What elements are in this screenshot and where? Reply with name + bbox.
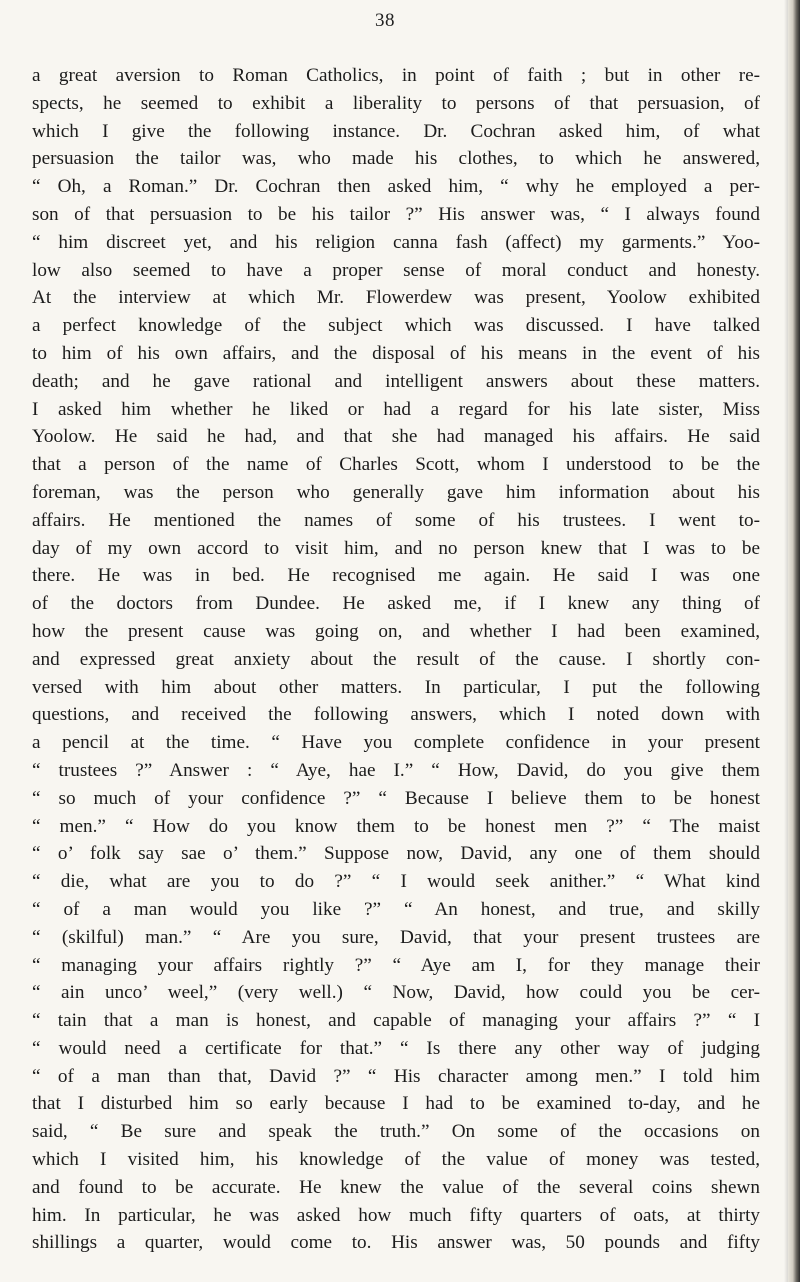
text-line: “ die, what are you to do ?” “ I would seek anither.” “ What kind bbox=[32, 871, 760, 893]
text-line: a perfect knowledge of the subject which was discussed. I have talked bbox=[32, 315, 760, 337]
text-line: At the interview at which Mr. Flowerdew was present, Yoolow exhibited bbox=[32, 287, 760, 309]
text-line: “ of a man than that, David ?” “ His character among men.” I told him bbox=[32, 1065, 760, 1087]
text-line: “ him discreet yet, and his religion canna fash (affect) my garments.” Yoo- bbox=[32, 231, 760, 253]
text-line: “ managing your affairs rightly ?” “ Aye am I, for they manage their bbox=[32, 954, 760, 976]
text-line: questions, and received the following answers, which I noted down with bbox=[32, 704, 760, 726]
text-line: son of that persuasion to be his tailor ?” His answer was, “ I always found bbox=[32, 203, 760, 225]
text-line: “ of a man would you like ?” “ An honest, and true, and skilly bbox=[32, 898, 760, 920]
text-line: that I disturbed him so early because I had to be examined to-day, and he bbox=[32, 1093, 760, 1115]
binding-edge bbox=[788, 0, 800, 1282]
text-line: which I give the following instance. Dr. Cochran asked him, of what bbox=[32, 120, 760, 142]
text-line: and expressed great anxiety about the result of the cause. I shortly con- bbox=[32, 648, 760, 670]
text-line: shillings a quarter, would come to. His answer was, 50 pounds and fifty bbox=[32, 1232, 760, 1254]
text-line: “ ain unco’ weel,” (very well.) “ Now, David, how could you be cer- bbox=[32, 982, 760, 1004]
text-line: low also seemed to have a proper sense of moral conduct and honesty. bbox=[32, 259, 760, 281]
text-line: of the doctors from Dundee. He asked me, if I knew any thing of bbox=[32, 593, 760, 615]
text-line: “ Oh, a Roman.” Dr. Cochran then asked him, “ why he employed a per- bbox=[32, 176, 760, 198]
text-line: “ would need a certificate for that.” “ Is there any other way of judging bbox=[32, 1037, 760, 1059]
text-line: death; and he gave rational and intelligent answers about these matters. bbox=[32, 370, 760, 392]
text-line: him. In particular, he was asked how much fifty quarters of oats, at thirty bbox=[32, 1204, 760, 1226]
text-line: I asked him whether he liked or had a regard for his late sister, Miss bbox=[32, 398, 760, 420]
page-number: 38 bbox=[375, 10, 395, 31]
text-line: foreman, was the person who generally gave him information about his bbox=[32, 481, 760, 503]
text-line: versed with him about other matters. In particular, I put the following bbox=[32, 676, 760, 698]
text-line: day of my own accord to visit him, and no person knew that I was to be bbox=[32, 537, 760, 559]
text-line: how the present cause was going on, and whether I had been examined, bbox=[32, 620, 760, 642]
body-text bbox=[32, 62, 760, 1257]
text-line: which I visited him, his knowledge of the value of money was tested, bbox=[32, 1149, 760, 1171]
text-line: a pencil at the time. “ Have you complete confidence in your present bbox=[32, 732, 760, 754]
text-line: Yoolow. He said he had, and that she had managed his affairs. He said bbox=[32, 426, 760, 448]
text-line: that a person of the name of Charles Scott, whom I understood to be the bbox=[32, 454, 760, 476]
text-line: a great aversion to Roman Catholics, in point of faith ; but in other re- bbox=[32, 65, 760, 86]
text-line: “ (skilful) man.” “ Are you sure, David, that your present trustees are bbox=[32, 926, 760, 948]
text-line: affairs. He mentioned the names of some of his trustees. I went to- bbox=[32, 509, 760, 531]
text-line: spects, he seemed to exhibit a liberality to persons of that persuasion, of bbox=[32, 92, 760, 114]
text-line: “ tain that a man is honest, and capable of managing your affairs ?” “ I bbox=[32, 1010, 760, 1032]
text-line: “ men.” “ How do you know them to be honest men ?” “ The maist bbox=[32, 815, 760, 837]
text-line: to him of his own affairs, and the disposal of his means in the event of his bbox=[32, 342, 760, 364]
text-line: “ so much of your confidence ?” “ Because I believe them to be honest bbox=[32, 787, 760, 809]
text-line: persuasion the tailor was, who made his clothes, to which he answered, bbox=[32, 148, 760, 170]
text-line: and found to be accurate. He knew the value of the several coins shewn bbox=[32, 1176, 760, 1198]
text-line: there. He was in bed. He recognised me again. He said I was one bbox=[32, 565, 760, 587]
text-line: said, “ Be sure and speak the truth.” On some of the occasions on bbox=[32, 1121, 760, 1143]
text-line: “ trustees ?” Answer : “ Aye, hae I.” “ How, David, do you give them bbox=[32, 759, 760, 781]
text-line: “ o’ folk say sae o’ them.” Suppose now, David, any one of them should bbox=[32, 843, 760, 865]
